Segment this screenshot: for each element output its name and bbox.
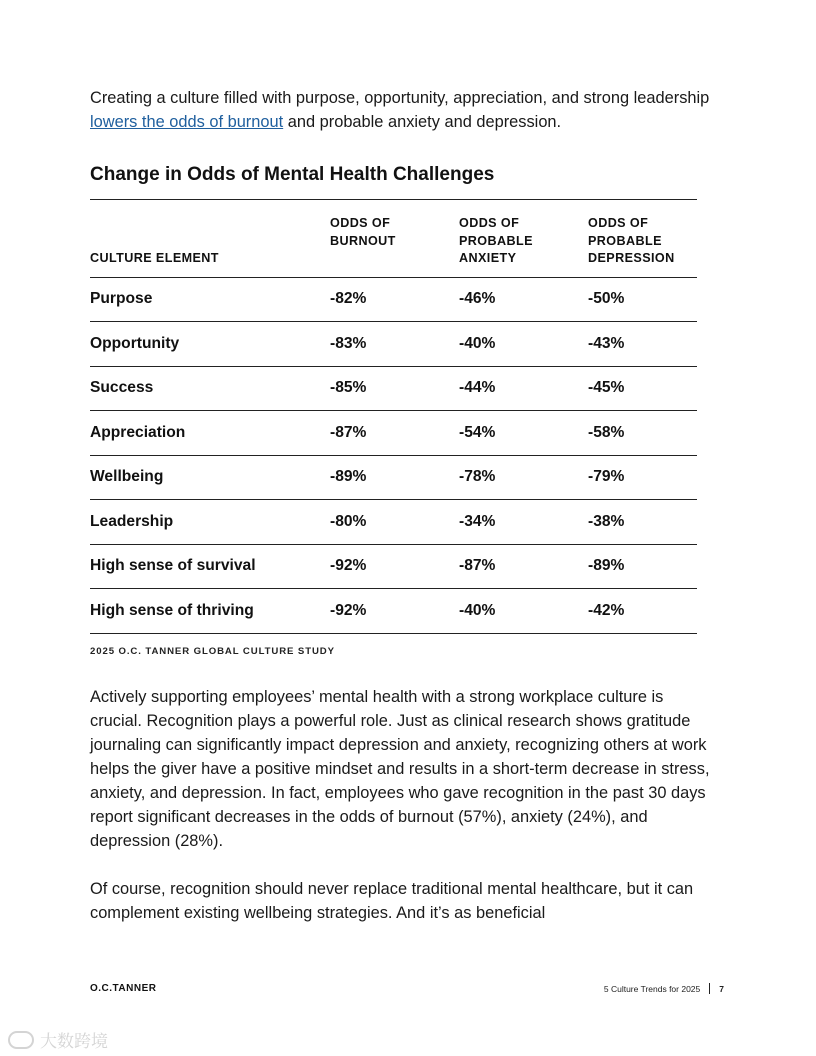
row-element: Leadership xyxy=(90,500,330,545)
row-depression: -42% xyxy=(588,589,697,634)
row-anxiety: -78% xyxy=(459,455,588,500)
row-anxiety: -87% xyxy=(459,544,588,589)
row-element: Success xyxy=(90,366,330,411)
intro-text-before: Creating a culture filled with purpose, opportunity, appreciation, and strong leadership xyxy=(90,89,710,107)
table-row xyxy=(90,277,697,322)
row-element: Opportunity xyxy=(90,322,330,367)
row-anxiety: -40% xyxy=(459,589,588,634)
table-row xyxy=(90,322,697,367)
table-row xyxy=(90,455,697,500)
row-element: High sense of survival xyxy=(90,544,330,589)
row-depression: -50% xyxy=(588,277,697,322)
row-depression: -79% xyxy=(588,455,697,500)
row-anxiety: -46% xyxy=(459,277,588,322)
row-burnout: -92% xyxy=(330,589,459,634)
row-burnout: -92% xyxy=(330,544,459,589)
row-anxiety: -44% xyxy=(459,366,588,411)
header-odds-burnout: ODDS OF BURNOUT xyxy=(330,200,459,278)
watermark-text: 大数跨境 xyxy=(40,1032,108,1051)
row-anxiety: -40% xyxy=(459,322,588,367)
row-element: Appreciation xyxy=(90,411,330,456)
table-row xyxy=(90,366,697,411)
row-depression: -45% xyxy=(588,366,697,411)
row-anxiety: -54% xyxy=(459,411,588,456)
row-element: High sense of thriving xyxy=(90,589,330,634)
row-depression: -43% xyxy=(588,322,697,367)
table-row xyxy=(90,589,697,634)
footer-divider xyxy=(709,983,710,994)
row-element: Wellbeing xyxy=(90,455,330,500)
mental-health-odds-table xyxy=(90,199,697,634)
header-odds-anxiety: ODDS OF PROBABLE ANXIETY xyxy=(459,200,588,278)
row-burnout: -85% xyxy=(330,366,459,411)
row-depression: -89% xyxy=(588,544,697,589)
watermark xyxy=(8,1027,108,1052)
row-depression: -58% xyxy=(588,411,697,456)
table-row xyxy=(90,500,697,545)
intro-paragraph xyxy=(90,86,716,134)
page-number: 7 xyxy=(719,983,724,994)
row-burnout: -87% xyxy=(330,411,459,456)
row-burnout: -89% xyxy=(330,455,459,500)
table-row xyxy=(90,544,697,589)
row-anxiety: -34% xyxy=(459,500,588,545)
row-burnout: -80% xyxy=(330,500,459,545)
row-depression: -38% xyxy=(588,500,697,545)
table-row xyxy=(90,411,697,456)
intro-text-after: and probable anxiety and depression. xyxy=(283,113,562,131)
table-source-note: 2025 O.C. TANNER GLOBAL CULTURE STUDY xyxy=(90,646,335,657)
footer-logo: O.C.TANNER xyxy=(90,983,157,994)
header-odds-depression: ODDS OF PROBABLE DEPRESSION xyxy=(588,200,697,278)
table-title: Change in Odds of Mental Health Challenges xyxy=(90,164,495,185)
footer-doc-title: 5 Culture Trends for 2025 xyxy=(603,983,701,994)
table-header-row xyxy=(90,200,697,278)
row-burnout: -82% xyxy=(330,277,459,322)
row-burnout: -83% xyxy=(330,322,459,367)
body-paragraph-1: Actively supporting employees’ mental health with a strong workplace culture is crucial. Recognition plays a powerful role. Just as clinical research shows gratitude journaling can significantly impact depression and anxiety, recognizing others at work helps the giver have a positive mindset and results in a short-term decrease in stress, anxiety, and depression. In fact, employees who gave recognition in the past 30 days report significant decreases in the odds of burnout (57%), anxiety (24%), and depression (28%). xyxy=(90,688,710,850)
watermark-logo-icon xyxy=(8,1031,34,1049)
footer-page-info xyxy=(604,983,724,994)
header-culture-element: CULTURE ELEMENT xyxy=(90,200,330,278)
row-element: Purpose xyxy=(90,277,330,322)
body-paragraph-2: Of course, recognition should never replace traditional mental healthcare, but it can complement existing wellbeing strategies. And it’s as beneficial xyxy=(90,880,694,922)
burnout-odds-link[interactable]: lowers the odds of burnout xyxy=(90,113,284,131)
